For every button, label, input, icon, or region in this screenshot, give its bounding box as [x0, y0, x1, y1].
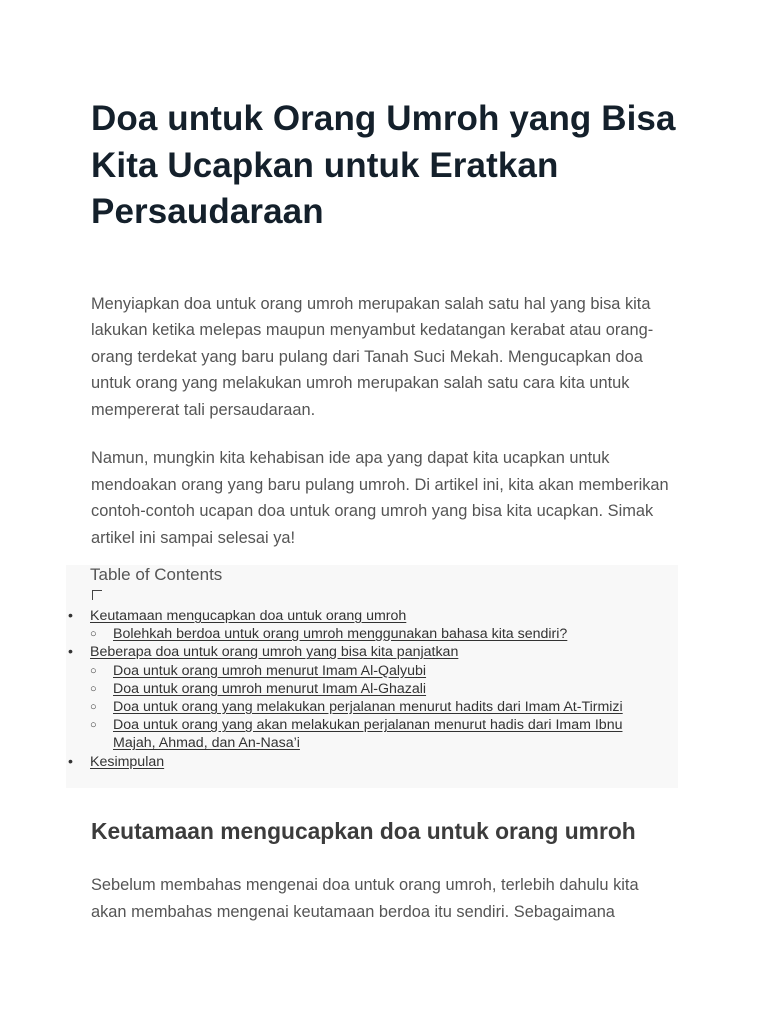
toc-item [66, 753, 678, 771]
circle-bullet-icon: ○ [90, 682, 97, 695]
toc-link[interactable]: Keutamaan mengucapkan doa untuk orang umroh [90, 608, 407, 624]
toc-list [66, 607, 678, 771]
table-of-contents [66, 565, 678, 788]
intro-paragraph: Namun, mungkin kita kehabisan ide apa yang dapat kita ucapkan untuk mendoakan orang yang baru pulang umroh. Di artikel ini, kita akan memberikan contoh-contoh ucapan doa untuk orang umroh yang bisa kita ucapkan. Simak artikel ini sampai selesai ya! [91, 449, 669, 547]
toc-link[interactable]: Beberapa doa untuk orang umroh yang bisa kita panjatkan [90, 644, 459, 661]
toc-sublink[interactable]: Bolehkah berdoa untuk orang umroh menggunakan bahasa kita sendiri? [113, 626, 568, 643]
toc-sublist [66, 662, 678, 753]
section-heading: Keutamaan mengucapkan doa untuk orang umroh [91, 818, 636, 844]
toc-link[interactable]: Kesimpulan [90, 753, 165, 770]
circle-bullet-icon: ○ [90, 719, 97, 732]
article-title: Doa untuk Orang Umroh yang Bisa Kita Ucapkan untuk Eratkan Persaudaraan [91, 99, 676, 231]
circle-bullet-icon: ○ [90, 628, 97, 641]
toc-title: Table of Contents [90, 565, 223, 584]
article [91, 96, 677, 551]
toc-toggle-icon[interactable] [92, 590, 102, 600]
toc-subitem [66, 625, 678, 643]
toc-item [66, 643, 678, 752]
toc-sublink[interactable]: Doa untuk orang yang akan melakukan perjalanan menurut hadis dari Imam Ibnu Majah, Ahmad, dan An-Nasa’i [113, 717, 623, 752]
circle-bullet-icon: ○ [90, 664, 97, 677]
toc-sublist [66, 625, 678, 643]
toc-sublink[interactable]: Doa untuk orang yang melakukan perjalanan menurut hadits dari Imam At-Tirmizi [113, 699, 623, 716]
bullet-icon: • [68, 644, 73, 661]
toc-item [66, 607, 678, 643]
section-paragraph: Sebelum membahas mengenai doa untuk orang umroh, terlebih dahulu kita akan membahas mengenai keutamaan berdoa itu sendiri. Sebagaimana [91, 876, 639, 921]
toc-subitem [66, 698, 678, 716]
bullet-icon: • [68, 753, 73, 770]
circle-bullet-icon: ○ [90, 701, 97, 714]
intro-paragraph: Menyiapkan doa untuk orang umroh merupakan salah satu hal yang bisa kita lakukan ketika melepas maupun menyambut kedatangan kerabat atau orang-orang terdekat yang baru pulang dari Tanah Suci Mekah. Mengucapkan doa untuk orang yang melakukan umroh merupakan salah satu cara kita untuk mempererat tali persaudaraan. [91, 294, 654, 419]
toc-sublink[interactable]: Doa untuk orang umroh menurut Imam Al-Qalyubi [113, 662, 427, 679]
toc-subitem [66, 662, 678, 680]
toc-subitem [66, 680, 678, 698]
toc-subitem [66, 716, 678, 752]
bullet-icon: • [68, 608, 73, 624]
toc-sublink[interactable]: Doa untuk orang umroh menurut Imam Al-Ghazali [113, 680, 427, 697]
